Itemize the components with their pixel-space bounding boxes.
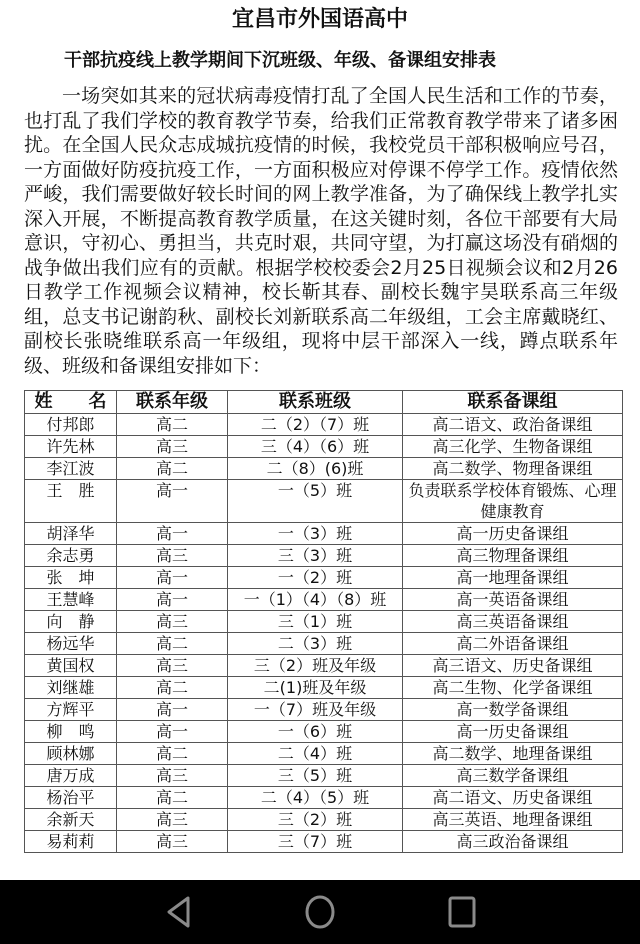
cell-class: 三（5）班 [228,765,403,787]
cell-class: 二（2）（7）班 [228,414,403,436]
cell-grade: 高二 [117,458,228,480]
cell-grade: 高二 [117,633,228,655]
table-row [25,414,623,436]
cell-name: 顾林娜 [25,743,117,765]
cell-name: 余新天 [25,809,117,831]
cell-grade: 高三 [117,809,228,831]
cell-name: 向 静 [25,611,117,633]
cell-grade: 高三 [117,611,228,633]
cell-group: 高二数学、地理备课组 [403,743,623,765]
cell-group: 高二语文、政治备课组 [403,414,623,436]
cell-class: 三（2）班及年级 [228,655,403,677]
cell-class: 二（4）（5）班 [228,787,403,809]
cell-group: 高二生物、化学备课组 [403,677,623,699]
cell-class: 一（7）班及年级 [228,699,403,721]
cell-name: 杨远华 [25,633,117,655]
recents-square-icon [444,894,480,930]
table-row [25,589,623,611]
cell-name: 方辉平 [25,699,117,721]
cell-group: 高一数学备课组 [403,699,623,721]
back-button[interactable] [159,894,199,930]
cell-grade: 高一 [117,480,228,523]
cell-grade: 高二 [117,414,228,436]
cell-name: 刘继雄 [25,677,117,699]
cell-class: 三（4）（6）班 [228,436,403,458]
cell-name: 李江波 [25,458,117,480]
table-row [25,655,623,677]
table-row [25,677,623,699]
cell-group: 高二数学、物理备课组 [403,458,623,480]
home-button[interactable] [300,894,340,930]
table-row [25,458,623,480]
cell-group: 高三语文、历史备课组 [403,655,623,677]
cell-class: 三（3）班 [228,545,403,567]
cell-group: 高一地理备课组 [403,567,623,589]
cell-grade: 高三 [117,831,228,853]
table-row [25,831,623,853]
cell-name: 易莉莉 [25,831,117,853]
header-name: 姓 名 [25,391,117,414]
cell-group: 高三英语、地理备课组 [403,809,623,831]
cell-class: 三（1）班 [228,611,403,633]
cell-name: 许先林 [25,436,117,458]
header-grade: 联系年级 [117,391,228,414]
cell-name: 杨治平 [25,787,117,809]
cell-class: 二（3）班 [228,633,403,655]
cell-grade: 高二 [117,787,228,809]
header-class: 联系班级 [228,391,403,414]
cell-grade: 高一 [117,523,228,545]
cell-class: 二（4）班 [228,743,403,765]
cell-name: 黄国权 [25,655,117,677]
table-row [25,699,623,721]
cell-grade: 高三 [117,765,228,787]
cell-grade: 高三 [117,545,228,567]
cell-group: 负责联系学校体育锻炼、心理健康教育 [403,480,623,523]
cell-name: 付邦郎 [25,414,117,436]
assignment-table [24,390,623,853]
cell-name: 王 胜 [25,480,117,523]
cell-name: 胡泽华 [25,523,117,545]
cell-group: 高一历史备课组 [403,523,623,545]
cell-grade: 高一 [117,589,228,611]
cell-group: 高三政治备课组 [403,831,623,853]
cell-group: 高一历史备课组 [403,721,623,743]
table-row [25,765,623,787]
header-group: 联系备课组 [403,391,623,414]
cell-class: 一（6）班 [228,721,403,743]
table-row [25,480,623,523]
table-row [25,743,623,765]
table-row [25,545,623,567]
table-header-row [25,391,623,414]
cell-grade: 高三 [117,436,228,458]
table-row [25,611,623,633]
cell-grade: 高一 [117,721,228,743]
android-navigation-bar [0,880,640,944]
cell-class: 三（2）班 [228,809,403,831]
school-title: 宜昌市外国语高中 [231,7,408,32]
cell-grade: 高一 [117,699,228,721]
cell-class: 一（1）（4）（8）班 [228,589,403,611]
cell-class: 一（2）班 [228,567,403,589]
cell-name: 柳 鸣 [25,721,117,743]
cell-group: 高三物理备课组 [403,545,623,567]
cell-class: 一（3）班 [228,523,403,545]
cell-class: 三（7）班 [228,831,403,853]
recents-button[interactable] [442,894,482,930]
table-row [25,787,623,809]
table-row [25,567,623,589]
document-subtitle: 干部抗疫线上教学期间下沉班级、年级、备课组安排表 [64,50,496,71]
intro-paragraph: 一场突如其来的冠状病毒疫情打乱了全国人民生活和工作的节奏，也打乱了我们学校的教育教学节奏，给我们正常教育教学带来了诸多困扰。在全国人民众志成城抗疫情的时候，我校党员干部积极响应号召，一方面做好防疫抗疫工作，一方面积极应对停课不停学工作。疫情依然严峻，我们需要做好较长时间的网上教学准备，为了确保线上教学扎实深入开展，不断提高教育教学质量，在这关键时刻，各位干部要有大局意识，守初心、勇担当，共克时艰，共同守望，为打赢这场没有硝烟的战争做出我们应有的贡献。根据学校校委会2月25日视频会议和2月26日教学工作视频会议精神，校长靳其春、副校长魏宇昊联系高三年级组，总支书记谢韵秋、副校长刘新联系高二年级组，工会主席戴晓红、副校长张晓维联系高一年级组，现将中层干部深入一线，蹲点联系年级、班级和备课组安排如下： [24,85,618,377]
table-row [25,436,623,458]
cell-group: 高三数学备课组 [403,765,623,787]
cell-grade: 高二 [117,743,228,765]
cell-group: 高三英语备课组 [403,611,623,633]
table-row [25,633,623,655]
cell-name: 王慧峰 [25,589,117,611]
cell-grade: 高一 [117,567,228,589]
back-triangle-icon [164,894,194,930]
cell-name: 余志勇 [25,545,117,567]
cell-name: 唐万成 [25,765,117,787]
table-row [25,809,623,831]
cell-class: 二(1)班及年级 [228,677,403,699]
cell-name: 张 坤 [25,567,117,589]
cell-class: 一（5）班 [228,480,403,523]
home-circle-icon [302,894,338,930]
cell-group: 高二语文、历史备课组 [403,787,623,809]
table-row [25,721,623,743]
table-row [25,523,623,545]
cell-group: 高一英语备课组 [403,589,623,611]
cell-class: 二（8）(6)班 [228,458,403,480]
cell-group: 高二外语备课组 [403,633,623,655]
cell-grade: 高三 [117,655,228,677]
cell-grade: 高二 [117,677,228,699]
cell-group: 高三化学、生物备课组 [403,436,623,458]
